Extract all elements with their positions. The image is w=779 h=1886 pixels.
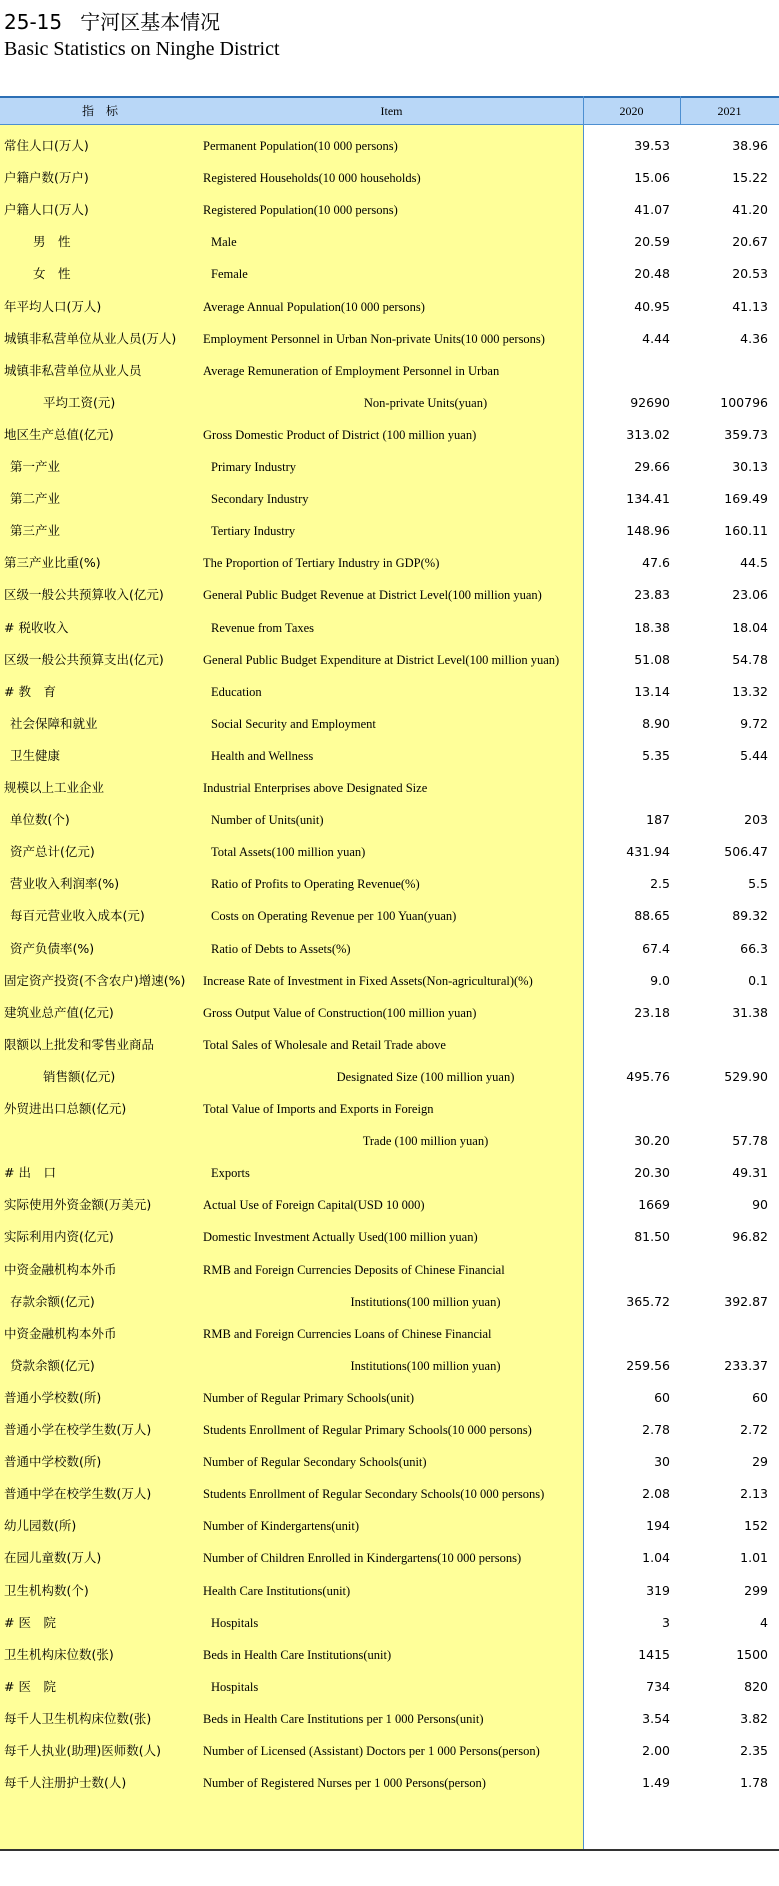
row-label-cn: 区级一般公共预算收入(亿元) [4,587,164,603]
row-label-en: Number of Children Enrolled in Kindergartens(10 000 persons) [203,1551,522,1566]
value-2020: 2.78 [642,1422,670,1437]
value-2020: 8.90 [642,715,670,731]
row-label-cn: # 出 口 [4,1165,56,1181]
row-label-en: Hospitals [211,1615,259,1630]
table-row [0,419,779,451]
row-label-cn: 规模以上工业企业 [4,780,105,795]
row-label-cn: 资产总计(亿元) [10,844,95,860]
table-row [0,1189,779,1221]
row-label-en: Average Annual Population(10 000 persons) [203,299,425,314]
table-title-cn-text: 宁河区基本情况 [80,10,221,34]
row-label-cn: 第三产业比重(%) [4,555,101,571]
value-2021: 20.67 [732,234,768,250]
table-row [0,579,779,611]
row-label-en: Permanent Population(10 000 persons) [203,139,398,153]
row-label-cn: 普通中学在校学生数(万人) [4,1486,152,1502]
table-row [0,1221,779,1253]
header-indicator: 指 标 [81,104,118,118]
row-label-cn: 销售额(亿元) [43,1068,116,1084]
value-2021: 152 [744,1518,768,1534]
row-label-en: Education [211,684,262,699]
row-label-cn: 固定资产投资(不含农户)增速(%) [4,972,186,988]
value-2021: 18.04 [732,619,768,635]
value-2020: 41.07 [634,202,670,218]
table-row [0,483,779,515]
value-2020: 734 [646,1678,670,1694]
row-label-cn: 城镇非私营单位从业人员 [4,362,142,378]
row-label-en: Secondary Industry [211,492,309,507]
value-2020: 39.53 [634,138,670,153]
value-2020: 20.59 [634,234,670,250]
row-label-en: Tertiary Industry [211,524,296,539]
value-2021: 529.90 [724,1068,768,1084]
row-label-cn: 每千人卫生机构床位数(张) [4,1710,152,1726]
value-2020: 23.18 [634,1004,670,1020]
header-item: Item [380,104,403,118]
table-row [0,804,779,836]
value-2020: 67.4 [642,940,670,956]
value-2021: 41.20 [732,202,768,218]
row-label-cn: 卫生健康 [10,747,61,763]
table-header [0,96,779,125]
row-label-en: General Public Budget Revenue at District Level(100 million yuan) [203,588,542,603]
row-label-en: General Public Budget Expenditure at District Level(100 million yuan) [203,652,560,667]
table-row [0,1286,779,1318]
table-row [0,708,779,740]
value-2021: 1.78 [740,1775,768,1791]
value-2020: 313.02 [626,426,670,442]
value-2021: 23.06 [732,587,768,603]
value-2020: 88.65 [634,908,670,924]
row-label-cn: 第二产业 [10,491,61,507]
value-2021: 4.36 [740,330,768,346]
row-label-cn: 贷款余额(亿元) [10,1357,95,1373]
row-label-en: Domestic Investment Actually Used(100 million yuan) [203,1230,478,1245]
row-label-cn: # 医 院 [4,1678,56,1694]
row-label-en: Industrial Enterprises above Designated Size [203,781,428,795]
value-2021: 359.73 [724,426,768,442]
row-label-en: Number of Kindergartens(unit) [203,1519,359,1534]
value-2021: 299 [744,1582,768,1598]
row-label-cn: 普通小学校数(所) [4,1389,102,1405]
row-label-cn: 常住人口(万人) [4,138,89,153]
value-2021: 89.32 [732,908,768,924]
table-row [0,965,779,997]
value-2020: 4.44 [642,330,670,346]
table-row [0,547,779,579]
value-2020: 20.48 [634,266,670,282]
row-label-cn: 建筑业总产值(亿元) [4,1004,114,1020]
table-row [0,1575,779,1607]
value-2021: 392.87 [724,1293,768,1309]
table-row [0,644,779,676]
table-row [0,451,779,483]
value-2020: 18.38 [634,619,670,635]
row-label-cn: # 税收收入 [4,619,69,635]
value-2020: 134.41 [626,491,670,507]
row-label-en: Total Value of Imports and Exports in Foreign [203,1102,434,1116]
statistics-table [0,96,779,1849]
row-label-cn: 存款余额(亿元) [10,1293,95,1309]
row-label-cn: 限额以上批发和零售业商品 [4,1036,155,1052]
value-2021: 9.72 [740,715,768,731]
row-label-cn: 卫生机构数(个) [4,1582,89,1598]
row-label-en: Health and Wellness [211,748,314,763]
value-2021: 54.78 [732,651,768,667]
row-label-en: Health Care Institutions(unit) [203,1583,351,1598]
value-2021: 2.72 [740,1422,768,1437]
row-label-en: Number of Registered Nurses per 1 000 Persons(person) [203,1776,486,1791]
value-2020: 495.76 [626,1068,670,1084]
value-2020: 1.04 [642,1550,670,1566]
value-2020: 1.49 [642,1775,670,1791]
table-row [0,515,779,547]
value-2021: 2.13 [740,1486,768,1502]
column-divider [680,96,681,125]
value-2021: 44.5 [740,555,768,571]
table-row [0,1671,779,1703]
table-row [0,933,779,965]
row-label-cn: 外贸进出口总额(亿元) [4,1101,127,1116]
table-row [0,323,779,355]
row-label-en: Ratio of Profits to Operating Revenue(%) [211,877,420,892]
row-label-cn: 营业收入利润率(%) [10,876,120,892]
table-row [0,1061,779,1093]
table-row [0,1639,779,1671]
row-label-en: Employment Personnel in Urban Non-private Units(10 000 persons) [203,331,545,346]
value-2020: 13.14 [634,683,670,699]
value-2020: 9.0 [650,972,670,988]
value-2020: 2.5 [650,876,670,892]
value-2021: 160.11 [724,523,768,539]
value-2020: 5.35 [642,747,670,763]
row-label-en: The Proportion of Tertiary Industry in GDP(%) [203,556,440,571]
value-2020: 431.94 [626,844,670,860]
row-label-en: Number of Units(unit) [211,813,324,828]
table-row [0,1125,779,1157]
table-row [0,612,779,644]
value-2021: 820 [744,1678,768,1694]
value-2020: 20.30 [634,1165,670,1181]
row-label-en: RMB and Foreign Currencies Loans of Chinese Financial [203,1326,492,1341]
row-label-en: RMB and Foreign Currencies Deposits of Chinese Financial [203,1262,505,1277]
row-label-cn: 卫生机构床位数(张) [4,1646,114,1662]
table-row [0,1735,779,1767]
value-2020: 40.95 [634,298,670,314]
value-2021: 1.01 [740,1550,768,1566]
value-2021: 1500 [736,1646,768,1662]
row-label-cn: 第三产业 [10,523,61,539]
value-2021: 100796 [720,394,768,410]
value-2020: 47.6 [642,555,670,571]
row-label-cn: 普通中学校数(所) [4,1454,102,1470]
table-row [0,1350,779,1382]
value-2021: 66.3 [740,940,768,956]
value-2021: 29 [752,1454,768,1470]
row-label-cn: 户籍人口(万人) [4,202,89,218]
header-2020: 2020 [619,104,644,118]
row-label-en: Total Assets(100 million yuan) [211,845,366,860]
table-row [0,1542,779,1574]
row-label-en: Number of Licensed (Assistant) Doctors per 1 000 Persons(person) [203,1744,540,1758]
row-label-en: Designated Size (100 million yuan) [336,1069,515,1084]
value-2020: 319 [646,1582,670,1598]
value-2020: 2.08 [642,1486,670,1502]
value-2021: 169.49 [724,491,768,507]
table-row [0,1254,779,1286]
row-label-cn: 单位数(个) [10,812,70,828]
table-title-cn [4,6,220,35]
row-label-en: Male [211,235,237,250]
row-label-en: Registered Population(10 000 persons) [203,203,398,218]
value-2021: 13.32 [732,683,768,699]
value-2020: 259.56 [626,1357,670,1373]
value-2020: 30 [654,1454,670,1470]
table-row [0,130,779,162]
row-label-en: Beds in Health Care Institutions per 1 000 Persons(unit) [203,1711,484,1726]
value-2020: 3 [662,1614,670,1630]
value-2021: 30.13 [732,459,768,474]
row-label-en: Revenue from Taxes [211,620,315,635]
row-label-en: Number of Regular Primary Schools(unit) [203,1390,415,1405]
value-2021: 49.31 [732,1165,768,1181]
row-label-cn: 区级一般公共预算支出(亿元) [4,651,164,667]
table-row [0,258,779,290]
value-2020: 1415 [638,1646,670,1662]
value-2020: 92690 [630,394,670,410]
value-2021: 203 [744,812,768,828]
value-2020: 51.08 [634,651,670,667]
table-row [0,1157,779,1189]
table-row [0,1478,779,1510]
row-label-cn: 户籍户数(万户) [4,170,89,186]
row-label-en: Costs on Operating Revenue per 100 Yuan(yuan) [211,909,457,924]
row-label-en: Social Security and Employment [211,716,376,731]
table-row [0,162,779,194]
row-label-en: Increase Rate of Investment in Fixed Assets(Non-agricultural)(%) [203,973,533,988]
table-row [0,387,779,419]
table-row [0,1767,779,1799]
table-row [0,1607,779,1639]
table-row [0,868,779,900]
row-label-cn: 社会保障和就业 [10,715,98,731]
value-2020: 3.54 [642,1710,670,1726]
table-row [0,772,779,804]
row-label-cn: 幼儿园数(所) [4,1518,77,1534]
value-2021: 20.53 [732,266,768,282]
value-2021: 15.22 [732,170,768,186]
row-label-cn: 中资金融机构本外币 [4,1261,117,1277]
value-2021: 5.44 [740,747,768,763]
value-2020: 365.72 [626,1293,670,1309]
value-2021: 506.47 [724,844,768,860]
row-label-en: Institutions(100 million yuan) [350,1358,501,1373]
row-label-en: Students Enrollment of Regular Primary Schools(10 000 persons) [203,1423,532,1437]
row-label-cn: 实际使用外资金额(万美元) [4,1197,152,1213]
value-2020: 23.83 [634,587,670,603]
row-label-cn: 每千人执业(助理)医师数(人) [4,1743,162,1758]
row-label-en: Gross Domestic Product of District (100 million yuan) [203,427,477,442]
row-label-en: Hospitals [211,1679,259,1694]
value-2021: 2.35 [740,1743,768,1758]
row-label-en: Institutions(100 million yuan) [350,1294,501,1309]
row-label-en: Gross Output Value of Construction(100 million yuan) [203,1005,477,1020]
row-label-en: Beds in Health Care Institutions(unit) [203,1647,392,1662]
value-2021: 31.38 [732,1004,768,1020]
row-label-en: Primary Industry [211,460,297,474]
row-label-en: Female [211,267,248,282]
row-label-en: Total Sales of Wholesale and Retail Trade above [203,1037,446,1052]
row-label-en: Trade (100 million yuan) [362,1134,489,1149]
value-2020: 2.00 [642,1743,670,1758]
row-label-en: Exports [211,1166,250,1181]
value-2020: 30.20 [634,1133,670,1149]
table-row [0,1414,779,1446]
value-2021: 57.78 [732,1133,768,1149]
table-row [0,1510,779,1542]
value-2021: 38.96 [732,138,768,153]
value-2020: 15.06 [634,170,670,186]
value-2021: 4 [760,1614,768,1630]
table-number: 25-15 [4,10,63,34]
row-label-cn: 城镇非私营单位从业人员(万人) [4,330,177,346]
row-label-cn: 实际利用内资(亿元) [4,1229,114,1245]
value-2020: 148.96 [626,523,670,539]
row-label-cn: 地区生产总值(亿元) [4,426,114,442]
row-label-cn: 男 性 [33,234,71,250]
row-label-cn: # 医 院 [4,1614,56,1630]
value-2020: 81.50 [634,1229,670,1245]
table-title-en: Basic Statistics on Ninghe District [4,38,280,60]
row-label-cn: 年平均人口(万人) [4,298,102,314]
table-row [0,1318,779,1350]
value-2020: 187 [646,812,670,828]
row-label-cn: 资产负债率(%) [10,940,95,956]
row-label-cn: 在园儿童数(万人) [4,1550,102,1566]
row-label-en: Ratio of Debts to Assets(%) [211,941,351,956]
row-label-en: Students Enrollment of Regular Secondary Schools(10 000 persons) [203,1487,545,1502]
table-row [0,1093,779,1125]
table-row [0,1029,779,1061]
table-row [0,291,779,323]
row-label-en: Non-private Units(yuan) [363,395,488,410]
value-2021: 41.13 [732,298,768,314]
value-2021: 5.5 [748,876,768,892]
value-2020: 29.66 [634,459,670,474]
value-2021: 96.82 [732,1229,768,1245]
row-label-cn: 每百元营业收入成本(元) [10,908,145,924]
row-label-cn: 女 性 [33,266,71,282]
table-row [0,1703,779,1735]
table-row [0,355,779,387]
table-row [0,1446,779,1478]
row-label-en: Actual Use of Foreign Capital(USD 10 000) [203,1198,425,1213]
value-2021: 0.1 [748,972,768,988]
table-row [0,997,779,1029]
table-row [0,194,779,226]
value-2020: 1669 [638,1197,670,1213]
row-label-cn: 中资金融机构本外币 [4,1325,117,1341]
table-row [0,900,779,932]
value-2021: 90 [752,1197,768,1213]
value-2020: 60 [654,1389,670,1405]
row-label-en: Number of Regular Secondary Schools(unit) [203,1455,427,1470]
table-row [0,676,779,708]
header-2021: 2021 [717,104,742,118]
value-2021: 60 [752,1389,768,1405]
table-row [0,836,779,868]
row-label-cn: 普通小学在校学生数(万人) [4,1422,152,1437]
row-label-en: Average Remuneration of Employment Personnel in Urban [203,363,500,378]
row-label-cn: 平均工资(元) [43,394,116,410]
table-row [0,226,779,258]
row-label-en: Registered Households(10 000 households) [203,171,421,186]
value-2021: 233.37 [724,1357,768,1373]
value-2020: 194 [646,1518,670,1534]
table-row [0,740,779,772]
value-2021: 3.82 [740,1710,768,1726]
table-row [0,1382,779,1414]
bottom-rule [0,1849,779,1851]
row-label-cn: # 教 育 [4,683,56,699]
row-label-cn: 每千人注册护士数(人) [4,1775,127,1791]
row-label-cn: 第一产业 [10,459,61,474]
